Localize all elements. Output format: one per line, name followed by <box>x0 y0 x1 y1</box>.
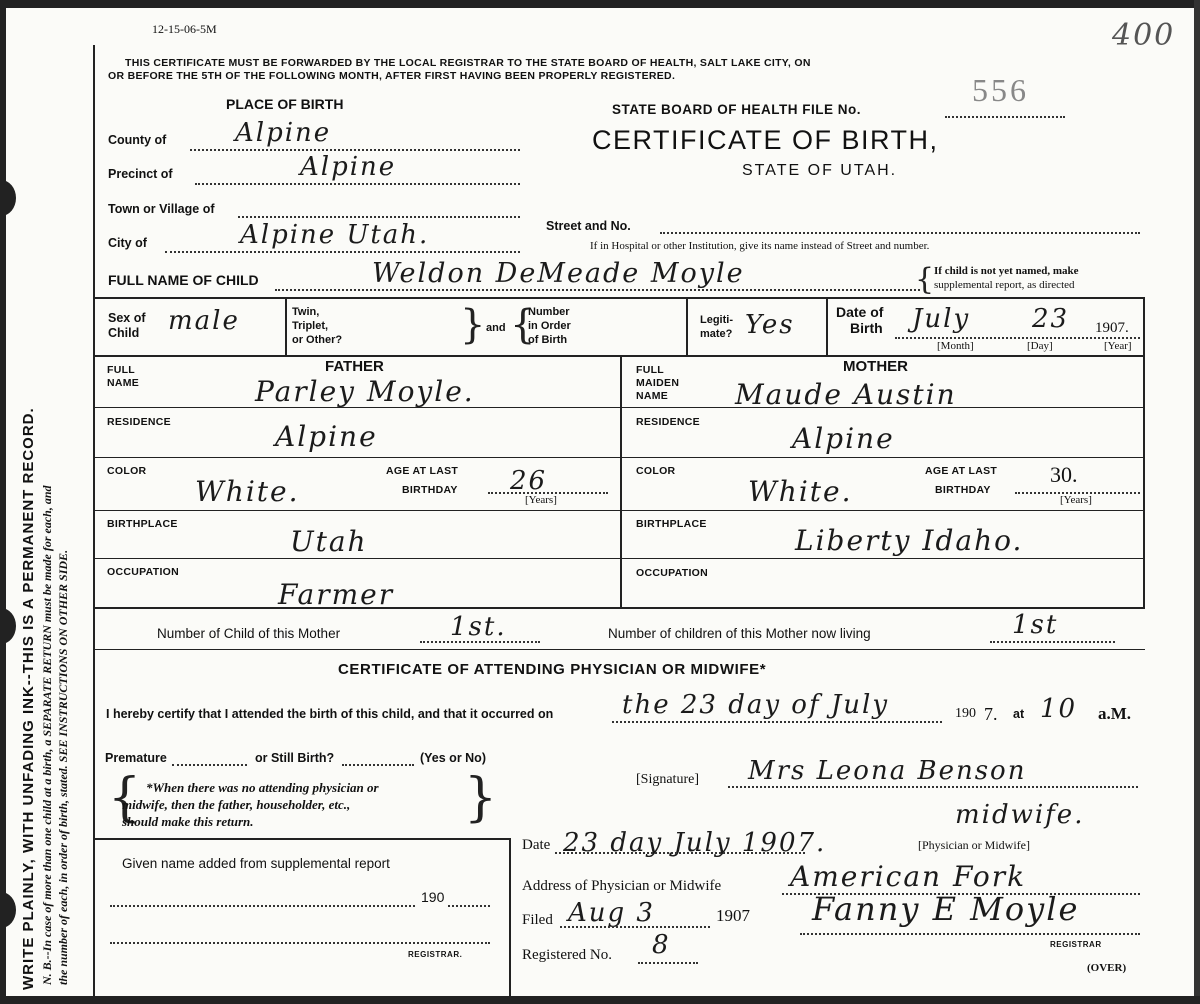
child-number: 1st. <box>450 612 507 642</box>
living-label: Number of children of this Mother now living <box>608 626 871 641</box>
number-label-1: Number <box>528 306 570 318</box>
side-note-nb-2: the number of each, in order of birth, stated. SEE INSTRUCTIONS ON OTHER SIDE. <box>56 549 70 985</box>
legit-label-1: Legiti- <box>700 314 733 326</box>
dotted-line <box>275 289 920 291</box>
note-line-3: should make this return. <box>122 814 254 829</box>
rule <box>509 838 511 1004</box>
occurred-date: the 23 day of July <box>622 690 890 720</box>
town-label: Town or Village of <box>108 202 215 216</box>
dotted-line <box>560 926 710 928</box>
filed-label: Filed <box>522 912 553 928</box>
legitimate-value: Yes <box>745 310 795 340</box>
mother-color-label: COLOR <box>636 465 676 477</box>
supplemental-registrar-label: REGISTRAR. <box>408 950 463 959</box>
father-full-label-2: NAME <box>107 377 140 389</box>
father-age-label-1: AGE AT LAST <box>386 465 459 477</box>
am-pm: a.M. <box>1098 704 1132 723</box>
filed-year: 1907 <box>716 906 750 925</box>
father-age-label-2: BIRTHDAY <box>402 484 458 496</box>
father-full-label-1: FULL <box>107 364 136 376</box>
occurred-year-prefix: 190 <box>955 706 976 721</box>
mother-full-label-2: MAIDEN <box>636 377 680 389</box>
twin-label-3: or Other? <box>292 334 343 346</box>
file-no-label: STATE BOARD OF HEALTH FILE No. <box>612 102 861 117</box>
punch-hole <box>0 180 16 216</box>
name-note-2: supplemental report, as directed <box>934 279 1075 291</box>
mother-birthplace: Liberty Idaho. <box>795 524 1024 557</box>
rule <box>93 297 95 607</box>
punch-hole <box>0 608 16 644</box>
date-label: Date <box>522 837 551 853</box>
dotted-line <box>195 183 520 185</box>
father-occupation: Farmer <box>278 578 395 611</box>
file-number: 556 <box>972 72 1029 108</box>
mother-age-label-1: AGE AT LAST <box>925 465 998 477</box>
mother-age: 30. <box>1050 462 1078 487</box>
father-occupation-label: OCCUPATION <box>107 566 180 578</box>
dotted-line <box>555 852 805 854</box>
rule <box>95 607 1145 609</box>
brace: } <box>464 768 498 828</box>
rule <box>622 407 1143 408</box>
rule <box>95 457 620 458</box>
twin-label-1: Twin, <box>292 306 320 318</box>
note-line-1: *When there was no attending physician or <box>146 780 379 795</box>
dotted-line <box>110 905 415 907</box>
mother-age-label-2: BIRTHDAY <box>935 484 991 496</box>
dotted-line <box>190 149 520 151</box>
father-birthplace: Utah <box>290 525 368 558</box>
brace: { <box>915 262 935 297</box>
father-heading: FATHER <box>325 358 384 375</box>
dotted-line <box>238 216 520 218</box>
supplemental-year: 190 <box>421 889 445 905</box>
mother-residence: Alpine <box>792 422 895 455</box>
registered-label: Registered No. <box>522 947 612 963</box>
month-label: [Month] <box>937 340 974 352</box>
dotted-line <box>728 786 1138 788</box>
county-label: County of <box>108 133 167 147</box>
dotted-line <box>110 942 490 944</box>
brace: { <box>108 768 142 828</box>
still-birth-label: or Still Birth? <box>255 751 335 765</box>
dotted-line <box>172 764 247 766</box>
certificate-title: CERTIFICATE OF BIRTH, <box>592 125 939 155</box>
dotted-line <box>990 641 1115 643</box>
dotted-line <box>945 116 1065 118</box>
sex-value: male <box>168 306 240 336</box>
legit-label-2: mate? <box>700 328 733 340</box>
father-years-label: [Years] <box>525 494 557 506</box>
dob-label-2: Birth <box>850 320 883 336</box>
mother-name: Maude Austin <box>735 378 957 411</box>
side-note-main: WRITE PLAINLY, WITH UNFADING INK--THIS IS A PERMANENT RECORD. <box>20 407 37 990</box>
punch-hole <box>0 892 16 928</box>
brace: } <box>460 302 486 348</box>
year-label: [Year] <box>1104 340 1132 352</box>
father-residence: Alpine <box>275 420 378 453</box>
side-note-nb-1: N. B.--In case of more than one child at a birth, a SEPARATE RETURN must be made for each, and <box>40 485 54 985</box>
scan-edge-bottom <box>0 996 1200 1004</box>
physician-heading: CERTIFICATE OF ATTENDING PHYSICIAN OR MIDWIFE* <box>338 661 767 678</box>
occurred-hour: 10 <box>1040 694 1078 724</box>
state-subtitle: STATE OF UTAH. <box>742 162 898 179</box>
mother-color: White. <box>748 475 853 508</box>
registrar-signature: Fanny E Moyle <box>812 890 1080 928</box>
rule <box>622 510 1143 511</box>
mother-full-label-3: NAME <box>636 390 669 402</box>
scan-edge-top <box>0 0 1200 8</box>
father-age: 26 <box>510 466 548 496</box>
dotted-line <box>420 641 540 643</box>
twin-label-2: Triplet, <box>292 320 329 332</box>
mother-occupation-label: OCCUPATION <box>636 567 709 579</box>
day-label: [Day] <box>1027 340 1053 352</box>
rule <box>95 649 1145 650</box>
father-color: White. <box>195 475 300 508</box>
father-name: Parley Moyle. <box>255 375 475 408</box>
rule <box>95 510 620 511</box>
yes-no-label: (Yes or No) <box>420 751 486 765</box>
dotted-line <box>448 905 490 907</box>
dob-year: 1907. <box>1095 320 1129 336</box>
at-label: at <box>1013 707 1025 721</box>
supplemental-label: Given name added from supplemental report <box>122 856 390 871</box>
return-date: 23 day July 1907. <box>563 828 827 858</box>
street-label: Street and No. <box>546 219 631 233</box>
rule <box>285 297 287 355</box>
dotted-line <box>638 962 698 964</box>
mother-birthplace-label: BIRTHPLACE <box>636 518 707 530</box>
form-code: 12-15-06-5M <box>152 22 217 36</box>
number-label-3: of Birth <box>528 334 568 346</box>
mother-years-label: [Years] <box>1060 494 1092 506</box>
scan-edge-right <box>1194 0 1200 1004</box>
father-color-label: COLOR <box>107 465 147 477</box>
registered-number: 8 <box>652 930 671 960</box>
rule <box>95 297 1145 299</box>
rule <box>95 558 620 559</box>
signature: Mrs Leona Benson <box>748 756 1027 786</box>
place-of-birth-heading: PLACE OF BIRTH <box>226 96 344 112</box>
father-residence-label: RESIDENCE <box>107 416 171 428</box>
city-label: City of <box>108 236 147 250</box>
address-label: Address of Physician or Midwife <box>522 878 722 894</box>
precinct-value: Alpine <box>300 152 397 182</box>
living-count: 1st <box>1012 610 1059 640</box>
dotted-line <box>660 232 1140 234</box>
rule <box>622 558 1143 559</box>
dob-month: July <box>912 304 971 334</box>
rule <box>1143 297 1145 607</box>
rule <box>826 297 828 355</box>
child-number-label: Number of Child of this Mother <box>157 626 341 641</box>
dotted-line <box>342 764 414 766</box>
mother-heading: MOTHER <box>843 358 908 375</box>
city-value: Alpine Utah. <box>240 220 430 250</box>
rule <box>95 838 510 840</box>
dob-day: 23 <box>1032 304 1070 334</box>
occurred-year-suffix: 7. <box>984 704 998 724</box>
rule <box>95 407 620 408</box>
midwife-title: midwife. <box>955 800 1085 830</box>
rule <box>620 355 622 607</box>
sex-label-2: Child <box>108 326 140 340</box>
certify-text: I hereby certify that I attended the birth of this child, and that it occurred on <box>106 707 554 721</box>
note-line-2: midwife, then the father, householder, etc., <box>122 797 351 812</box>
county-value: Alpine <box>235 118 332 148</box>
dotted-line <box>612 721 942 723</box>
number-label-2: in Order <box>528 320 571 332</box>
premature-label: Premature <box>105 751 167 765</box>
mother-full-label-1: FULL <box>636 364 665 376</box>
dotted-line <box>800 933 1140 935</box>
physician-label: [Physician or Midwife] <box>918 838 1030 852</box>
father-birthplace-label: BIRTHPLACE <box>107 518 178 530</box>
physician-address: American Fork <box>790 860 1027 893</box>
scan-edge-left <box>0 0 6 1004</box>
dotted-line <box>895 337 1140 339</box>
notice-line-2: OR BEFORE THE 5TH OF THE FOLLOWING MONTH, AFTER FIRST HAVING BEEN PROPERLY REGISTERED. <box>108 70 676 82</box>
corner-number: 400 <box>1112 18 1176 53</box>
child-name-label: FULL NAME OF CHILD <box>108 272 259 288</box>
dob-label-1: Date of <box>836 304 884 320</box>
rule <box>622 457 1143 458</box>
precinct-label: Precinct of <box>108 167 173 181</box>
and-label: and <box>486 322 506 334</box>
street-note: If in Hospital or other Institution, give its name instead of Street and number. <box>590 240 930 252</box>
registrar-label: REGISTRAR <box>1050 940 1102 949</box>
mother-residence-label: RESIDENCE <box>636 416 700 428</box>
name-note-1: If child is not yet named, make <box>934 265 1079 277</box>
notice-line-1: THIS CERTIFICATE MUST BE FORWARDED BY THE LOCAL REGISTRAR TO THE STATE BOARD OF HEALTH, SALT LAKE CITY, ON <box>125 57 811 69</box>
brace: { <box>510 302 536 348</box>
sex-label-1: Sex of <box>108 311 146 325</box>
filed-date: Aug 3 <box>568 898 655 928</box>
rule <box>686 297 688 355</box>
dotted-line <box>165 251 520 253</box>
child-name-value: Weldon DeMeade Moyle <box>372 258 745 289</box>
signature-label: [Signature] <box>636 772 699 787</box>
over-label: (OVER) <box>1087 962 1127 974</box>
